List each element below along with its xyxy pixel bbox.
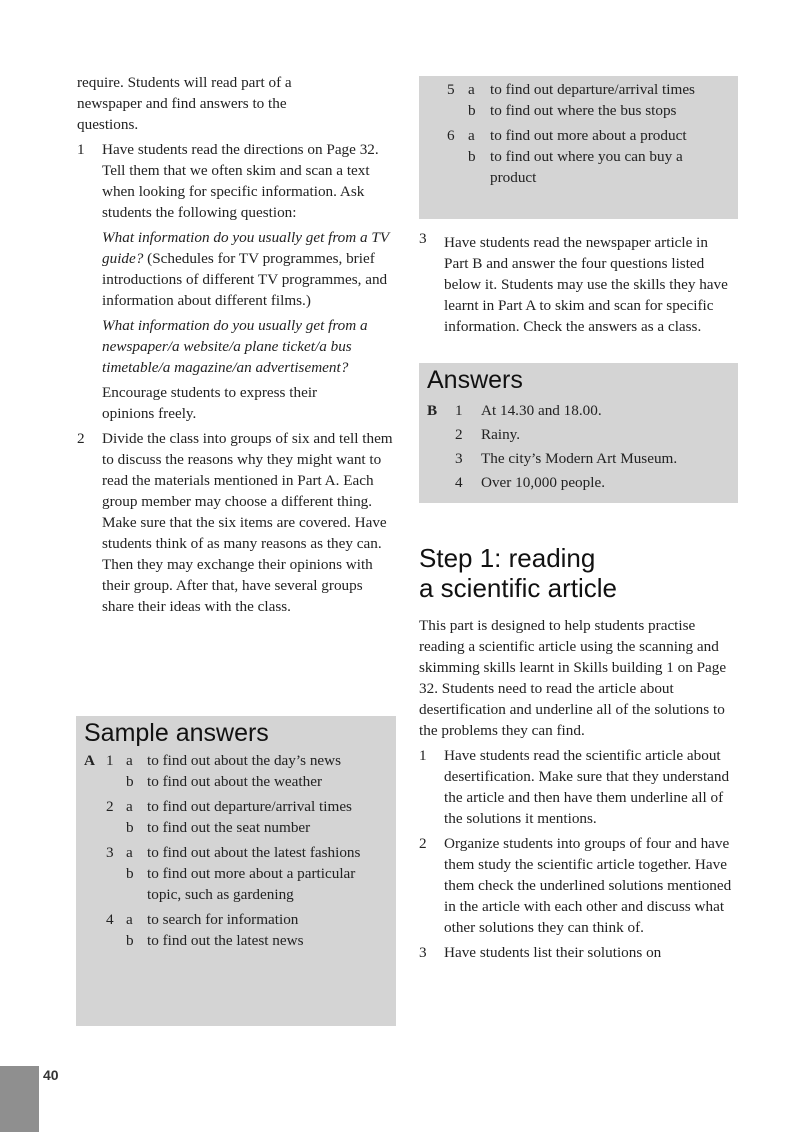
answer-letter: b (126, 773, 134, 790)
answer-row (84, 771, 396, 792)
answer-text: to search for information (147, 911, 299, 928)
answer-text: to find out the seat number (147, 819, 311, 836)
answer-text: to find out departure/arrival times (490, 81, 695, 98)
question-1 (102, 227, 397, 311)
step-item-1 (77, 139, 397, 424)
sample-answers-continued-box (419, 76, 738, 219)
answer-letter: a (468, 127, 475, 144)
answer-text: to find out the latest news (147, 932, 304, 949)
answer-letter: a (126, 911, 133, 928)
section-step-1 (419, 543, 739, 963)
answer-row (84, 863, 396, 905)
answer-number: 4 (455, 474, 463, 491)
answers-title: Answers (427, 366, 523, 394)
answer-letter: a (126, 798, 133, 815)
answer-text: At 14.30 and 18.00. (481, 402, 602, 419)
answer-text: to find out where you can buy a product (490, 148, 683, 186)
sample-answers-list (84, 750, 396, 951)
answer-row (84, 817, 396, 838)
answer-letter: a (126, 752, 133, 769)
section-item (419, 942, 739, 963)
answer-number: 2 (106, 798, 114, 815)
answer-letter: a (468, 81, 475, 98)
answer-text: Over 10,000 people. (481, 474, 605, 491)
section-item (419, 745, 739, 829)
sample-answers-title: Sample answers (84, 719, 269, 747)
answer-row (84, 842, 396, 863)
answer-row (84, 930, 396, 951)
answers-box (419, 363, 738, 503)
answer-row (419, 100, 738, 121)
answer-letter: b (126, 819, 134, 836)
answer-row (419, 79, 738, 100)
page-number: 40 (43, 1067, 59, 1083)
answer-text: to find out more about a particular topic, such as gardening (147, 865, 356, 903)
section-intro: This part is designed to help students practise reading a scientific article using the scanning and skimming skills learnt in Skills building 1 on Page 32. Students need to read the article about desertification and underline all of the solutions to the problems they can find. (419, 617, 727, 739)
answer-row (84, 909, 396, 930)
answer-row (427, 472, 738, 493)
answer-text: to find out about the weather (147, 773, 323, 790)
left-column (77, 72, 397, 617)
answer-number: 3 (455, 450, 463, 467)
answer-letter: b (468, 148, 476, 165)
answer-text: to find out where the bus stops (490, 102, 677, 119)
section-items-list (419, 745, 739, 963)
item-text: Organize students into groups of four and have them study the scientific article together. Have them check the underlined solutions mentioned in the article with each other and discuss what other solutions they can think of. (444, 835, 732, 936)
answer-text: to find out about the latest fashions (147, 844, 361, 861)
section-title-line-2: a scientific article (419, 573, 617, 603)
answer-letter: b (468, 102, 476, 119)
answer-row (84, 796, 396, 817)
item-text: Have students read the directions on Page 32. Tell them that we often skim and scan a text when looking for specific information. Ask students the following question: (102, 141, 379, 221)
answer-row (419, 146, 738, 188)
answer-text: to find out departure/arrival times (147, 798, 352, 815)
item-text: Have students read the newspaper article in Part B and answer the four questions listed below it. Students may use the skills they have learnt in Part A to skim and scan for specific information. Check the answers as a class. (444, 234, 728, 335)
answer-row (427, 448, 738, 469)
answer-row (84, 750, 396, 771)
section-item (419, 833, 739, 938)
answers-list (427, 400, 738, 493)
item-number: 1 (77, 141, 85, 158)
item-text: Divide the class into groups of six and tell them to discuss the reasons why they might want to read the materials mentioned in Part A. Each group member may choose a different thing. Make sure that the six items are covered. Have students think of as many reasons as they can. Then they may exchange their opinions with their group. After that, have several groups share their ideas with the class. (102, 430, 393, 615)
answer-number: 4 (106, 911, 114, 928)
answer-row (419, 125, 738, 146)
item-text: Have students read the scientific article about desertification. Make sure that they understand the article and then have them underline all of the solutions it mentions. (444, 747, 730, 827)
item-number: 2 (77, 430, 85, 447)
sample-answers-continued-list (419, 79, 738, 188)
answer-number: 3 (106, 844, 114, 861)
answer-text: The city’s Modern Art Museum. (481, 450, 678, 467)
intro-paragraph: require. Students will read part of a newspaper and find answers to the questions. (77, 74, 292, 133)
encourage-text: Encourage students to express their opinions freely. (102, 384, 318, 422)
question-1-answer: (Schedules for TV programmes, brief introductions of different TV programmes, and information about different films.) (102, 250, 388, 309)
sample-answers-box (76, 716, 396, 1026)
item-number: 3 (419, 230, 427, 247)
answer-text: to find out about the day’s news (147, 752, 342, 769)
page-tab (0, 1066, 39, 1132)
answer-part-label: A (84, 752, 95, 769)
answer-number: 5 (447, 81, 455, 98)
answer-letter: a (126, 844, 133, 861)
answer-part-label: B (427, 402, 438, 419)
answer-row (427, 400, 738, 421)
answer-number: 1 (455, 402, 463, 419)
question-2: What information do you usually get from a newspaper/a website/a plane ticket/a bus timetable/a magazine/an advertisement? (102, 317, 368, 376)
answer-text: to find out more about a product (490, 127, 687, 144)
answer-text: Rainy. (481, 426, 521, 443)
section-title-line-1: Step 1: reading (419, 543, 596, 573)
question-1-italic: What information do you usually get from a TV guide? (102, 229, 389, 267)
answer-letter: b (126, 865, 134, 882)
item-number: 2 (419, 835, 427, 852)
answer-number: 1 (106, 752, 114, 769)
answer-letter: b (126, 932, 134, 949)
answer-row (427, 424, 738, 445)
answer-number: 2 (455, 426, 463, 443)
step-item-3 (419, 228, 739, 337)
item-number: 3 (419, 944, 427, 961)
item-number: 1 (419, 747, 427, 764)
answer-number: 6 (447, 127, 455, 144)
item-text: Have students list their solutions on (444, 944, 662, 961)
step-item-2 (77, 428, 397, 617)
